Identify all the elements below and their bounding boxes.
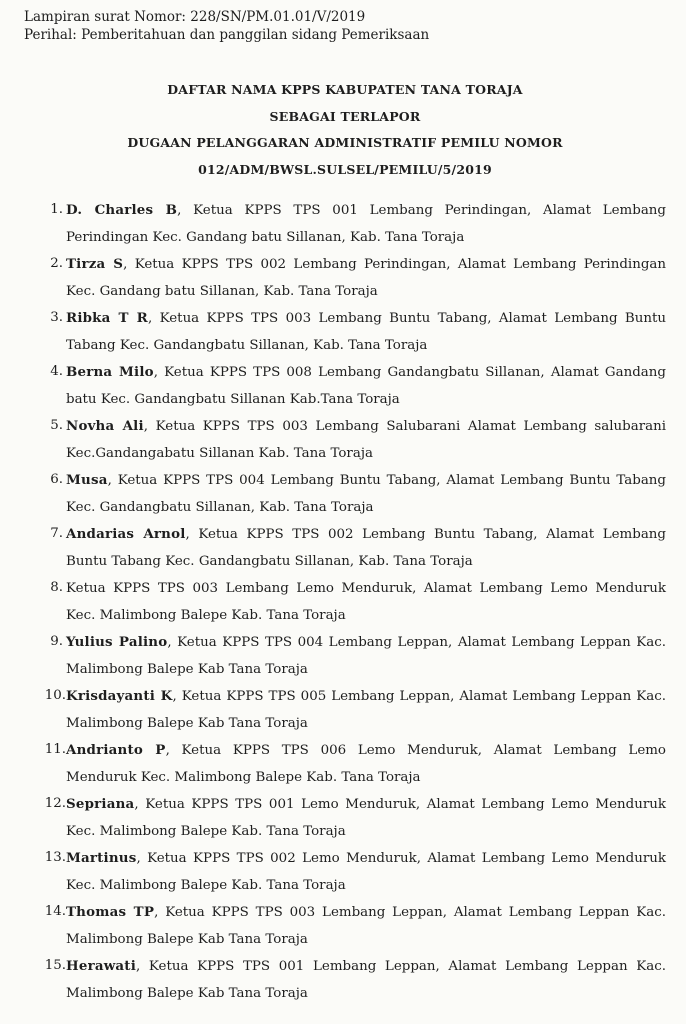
list-item	[24, 791, 666, 845]
list-item-body	[66, 629, 666, 683]
list-item-body	[66, 791, 666, 845]
person-details: , Ketua KPPS TPS 003 Lembang Buntu Tabang, Alamat Lembang Buntu Tabang Kec. Gandangbatu Sillanan, Kab. Tana Toraja	[66, 311, 666, 353]
person-name: Ribka T R	[66, 310, 148, 326]
list-item-number: 14.	[44, 904, 66, 919]
list-item	[24, 359, 666, 413]
person-details: , Ketua KPPS TPS 001 Lembang Perindingan, Alamat Lembang Perindingan Kec. Gandang batu Sillanan, Kab. Tana Toraja	[66, 203, 666, 245]
list-item-number: 5.	[50, 418, 63, 433]
person-details: , Ketua KPPS TPS 004 Lembang Buntu Tabang, Alamat Lembang Buntu Tabang Kec. Gandangbatu Sillanan, Kab. Tana Toraja	[66, 473, 666, 515]
list-item-number: 3.	[50, 310, 63, 325]
document-title	[24, 77, 666, 183]
list-item	[24, 413, 666, 467]
lampiran-line: Lampiran surat Nomor: 228/SN/PM.01.01/V/2019	[24, 9, 366, 25]
list-item-number: 7.	[50, 526, 63, 541]
list-item	[24, 629, 666, 683]
list-item-number: 8.	[50, 580, 63, 595]
person-name: Krisdayanti K	[66, 688, 173, 704]
title-line-2: SEBAGAI TERLAPOR	[269, 108, 421, 124]
list-item-body	[66, 521, 666, 575]
person-name: Berna Milo	[66, 364, 154, 380]
title-line-1: DAFTAR NAMA KPPS KABUPATEN TANA TORAJA	[167, 82, 523, 97]
list-item-body	[66, 575, 666, 629]
list-item-body	[66, 467, 666, 521]
person-details: , Ketua KPPS TPS 002 Lembang Buntu Tabang, Alamat Lembang Buntu Tabang Kec. Gandangbatu Sillanan, Kab. Tana Toraja	[66, 527, 666, 569]
list-item-body	[66, 953, 666, 1007]
person-details: , Ketua KPPS TPS 002 Lembang Perindingan, Alamat Lembang Perindingan Kec. Gandang batu Sillanan, Kab. Tana Toraja	[66, 257, 666, 299]
list-item-number: 9.	[50, 634, 63, 649]
list-item-number: 15.	[44, 958, 66, 973]
list-item-number: 12.	[44, 796, 66, 811]
list-item-body	[66, 737, 666, 791]
person-details: , Ketua KPPS TPS 008 Lembang Gandangbatu Sillanan, Alamat Gandang batu Kec. Gandangbatu Sillanan Kab.Tana Toraja	[66, 365, 666, 407]
list-item-number: 11.	[44, 742, 66, 757]
list-item-number: 1.	[50, 202, 63, 217]
list-item-number: 4.	[50, 364, 63, 379]
list-item	[24, 953, 666, 1007]
person-name: Sepriana	[66, 796, 135, 812]
list-item-body	[66, 251, 666, 305]
list-item	[24, 197, 666, 251]
list-item-body	[66, 413, 666, 467]
person-details: , Ketua KPPS TPS 002 Lemo Menduruk, Alamat Lembang Lemo Menduruk Kec. Malimbong Balepe Kab. Tana Toraja	[66, 851, 666, 893]
list-item-body	[66, 305, 666, 359]
person-details: , Ketua KPPS TPS 004 Lembang Leppan, Alamat Lembang Leppan Kac. Malimbong Balepe Kab Tana Toraja	[66, 635, 666, 677]
list-item	[24, 737, 666, 791]
list-item-body	[66, 197, 666, 251]
person-name: Martinus	[66, 850, 137, 866]
person-name: Andarias Arnol	[66, 526, 186, 542]
list-item-number: 10.	[44, 688, 66, 703]
list-item	[24, 683, 666, 737]
list-item-number: 6.	[50, 472, 63, 487]
list-item	[24, 305, 666, 359]
person-name: Herawati	[66, 958, 136, 974]
list-item	[24, 251, 666, 305]
person-name: Yulius Palino	[66, 634, 168, 650]
person-name: Tirza S	[66, 256, 124, 272]
person-name: D. Charles B	[66, 202, 178, 218]
list-item	[24, 575, 666, 629]
person-name: Novha Ali	[66, 418, 144, 434]
person-details: , Ketua KPPS TPS 005 Lembang Leppan, Alamat Lembang Leppan Kac. Malimbong Balepe Kab Tana Toraja	[66, 689, 666, 731]
person-name: Thomas TP	[66, 904, 155, 920]
list-item-number: 13.	[44, 850, 66, 865]
person-details: Ketua KPPS TPS 003 Lembang Lemo Menduruk, Alamat Lembang Lemo Menduruk Kec. Malimbong Balepe Kab. Tana Toraja	[66, 581, 666, 623]
list-item-body	[66, 899, 666, 953]
person-details: , Ketua KPPS TPS 001 Lemo Menduruk, Alamat Lembang Lemo Menduruk Kec. Malimbong Balepe Kab. Tana Toraja	[66, 797, 666, 839]
list-item	[24, 899, 666, 953]
list-item	[24, 845, 666, 899]
person-name: Andrianto P	[66, 742, 166, 758]
list-item-body	[66, 845, 666, 899]
letter-header	[24, 8, 666, 44]
person-details: , Ketua KPPS TPS 006 Lemo Menduruk, Alamat Lembang Lemo Menduruk Kec. Malimbong Balepe Kab. Tana Toraja	[66, 743, 666, 785]
list-item	[24, 467, 666, 521]
title-line-4: 012/ADM/BWSL.SULSEL/PEMILU/5/2019	[198, 161, 492, 177]
list-item-number: 2.	[50, 256, 63, 271]
person-details: , Ketua KPPS TPS 003 Lembang Leppan, Alamat Lembang Leppan Kac. Malimbong Balepe Kab Tana Toraja	[66, 905, 666, 947]
list-item-body	[66, 683, 666, 737]
person-details: , Ketua KPPS TPS 003 Lembang Salubarani Alamat Lembang salubarani Kec.Gandangabatu Sillanan Kab. Tana Toraja	[66, 419, 666, 461]
title-line-3: DUGAAN PELANGGARAN ADMINISTRATIF PEMILU NOMOR	[127, 135, 563, 150]
person-name: Musa	[66, 472, 108, 488]
perihal-line: Perihal: Pemberitahuan dan panggilan sidang Pemeriksaan	[24, 27, 430, 43]
person-details: , Ketua KPPS TPS 001 Lembang Leppan, Alamat Lembang Leppan Kac. Malimbong Balepe Kab Tana Toraja	[66, 959, 666, 1001]
list-item-body	[66, 359, 666, 413]
list-item	[24, 521, 666, 575]
kpps-list	[24, 197, 666, 1007]
